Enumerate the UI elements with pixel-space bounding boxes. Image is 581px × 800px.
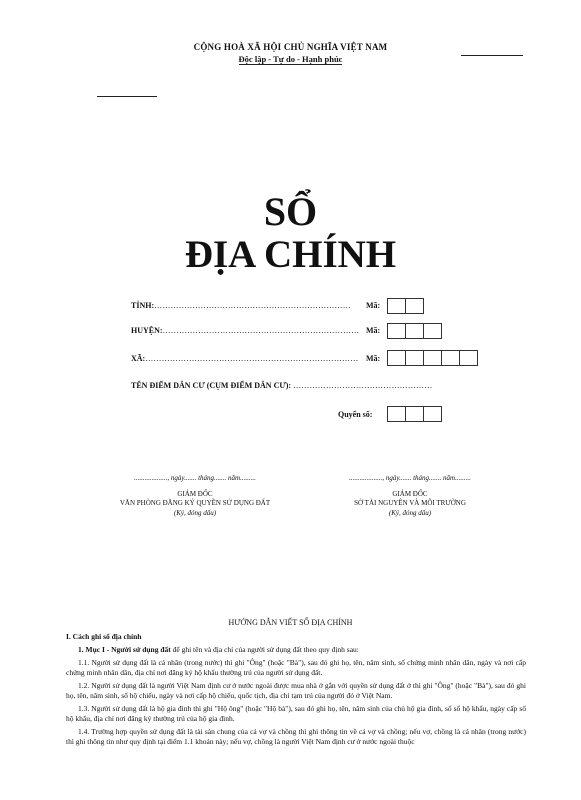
ma-tinh-label: Mã: <box>366 301 381 310</box>
paragraph-1-2: 1.2. Người sử dụng đất là người Việt Nam định cư ở nước ngoài được mua nhà ở gắn với quyền sử dụng đất ở thì ghi "Ông" (hoặc "Bà"), sau đó ghi họ, tên, năm sinh, số hộ chiếu, ngày và nơi cấp hộ chiếu, quốc tịch, địa chỉ tạm trú của người đó ở Việt Nam. <box>66 681 526 700</box>
paragraph-1-1: 1.1. Người sử dụng đất là cá nhân (trong nước) thì ghi "Ông" (hoặc "Bà"), sau đó ghi họ, tên, năm sinh, số chứng minh nhân dân, ngày và nơi cấp chứng minh nhân dân, địa chỉ nơi đăng ký hộ khẩu thường trú của người sử dụng đất. <box>66 658 526 677</box>
code-box <box>405 350 424 366</box>
national-motto: Độc lập - Tự do - Hạnh phúc <box>238 54 343 64</box>
ma-huyen-boxes <box>387 323 441 339</box>
book-title-line2: ĐỊA CHÍNH <box>184 233 397 276</box>
field-ten-diem-dan-cu <box>131 381 432 390</box>
code-box <box>387 406 406 422</box>
code-box <box>423 323 442 339</box>
code-box <box>405 323 424 339</box>
signature-left-date: ..................., ngày....... tháng....... năm......... <box>134 474 256 482</box>
field-xa <box>131 354 358 363</box>
top-right-rule <box>461 55 523 56</box>
signature-right-role: GIÁM ĐỐC <box>392 489 428 498</box>
huyen-dots: ……………………………………………………………… <box>162 326 360 335</box>
field-huyen <box>131 326 359 335</box>
quyen-so-boxes <box>387 406 441 422</box>
book-title-line1: SỔ <box>263 189 318 234</box>
signature-left <box>80 474 310 518</box>
code-box <box>459 350 478 366</box>
code-box <box>423 350 442 366</box>
code-box <box>387 298 406 314</box>
paragraph-1-bold: 1. Mục I - Người sử dụng đất <box>78 645 171 654</box>
tinh-dots: ……………………………………………………………… <box>154 301 351 310</box>
national-title: CỘNG HOÀ XÃ HỘI CHỦ NGHĨA VIỆT NAM <box>193 42 388 52</box>
code-box <box>405 298 424 314</box>
code-box <box>405 406 424 422</box>
paragraph-1 <box>66 645 526 655</box>
quyen-so-label: Quyển số: <box>338 410 373 419</box>
section-heading: I. Cách ghi sổ địa chính <box>66 632 142 641</box>
signature-right-org: SỞ TÀI NGUYÊN VÀ MÔI TRƯỜNG <box>354 499 466 507</box>
signature-left-role: GIÁM ĐỐC <box>177 489 213 498</box>
ten-diem-label: TÊN ĐIỂM DÂN CƯ (CỤM ĐIỂM DÂN CƯ): <box>131 381 292 390</box>
signature-left-org: VĂN PHÒNG ĐĂNG KÝ QUYỀN SỬ DỤNG ĐẤT <box>119 499 271 507</box>
paragraph-1-text: để ghi tên và địa chỉ của người sử dụng đất theo quy định sau: <box>170 645 359 654</box>
top-left-rule <box>97 96 157 97</box>
paragraph-1-4: 1.4. Trường hợp quyền sử dụng đất là tài sản chung của cả vợ và chồng thì ghi thông tin về cả vợ và chồng; nếu vợ, chồng là cá nhân (trong nước) thì ghi thông tin như quy định tại điểm 1.1 khoản này; nếu vợ, chồng là người Việt Nam định cư ở nước ngoài thuộc <box>66 727 526 746</box>
huyen-label: HUYỆN: <box>131 326 163 335</box>
ma-tinh-boxes <box>387 298 423 314</box>
signature-right <box>315 474 505 518</box>
code-box <box>423 406 442 422</box>
field-tinh <box>131 301 351 310</box>
paragraph-1-3: 1.3. Người sử dụng đất là hộ gia đình thì ghi "Hộ ông" (hoặc "Hộ bà"), sau đó ghi họ, tên, năm sinh của chủ hộ gia đình, số sổ hộ khẩu, ngày cấp sổ hộ khẩu, địa chỉ nơi đăng ký thường trú của hộ gia đình. <box>66 704 526 723</box>
tinh-label: TỈNH: <box>131 301 155 310</box>
code-box <box>387 323 406 339</box>
signature-right-note: (Ký, đóng dấu) <box>388 508 432 517</box>
code-box <box>441 350 460 366</box>
ma-xa-label: Mã: <box>366 354 381 363</box>
guide-title: HƯỚNG DẪN VIẾT SỔ ĐỊA CHÍNH <box>228 618 353 627</box>
code-box <box>387 350 406 366</box>
ma-xa-boxes <box>387 350 477 366</box>
ma-huyen-label: Mã: <box>366 326 381 335</box>
signature-right-date: ..................., ngày....... tháng....... năm......... <box>349 474 471 482</box>
ten-diem-dots: …………………………………………… <box>293 381 433 390</box>
xa-dots: …………………………………………………………………… <box>145 354 359 363</box>
xa-label: XÃ: <box>131 354 146 363</box>
guide-body <box>66 632 526 747</box>
signature-left-note: (Ký, đóng dấu) <box>173 508 217 517</box>
